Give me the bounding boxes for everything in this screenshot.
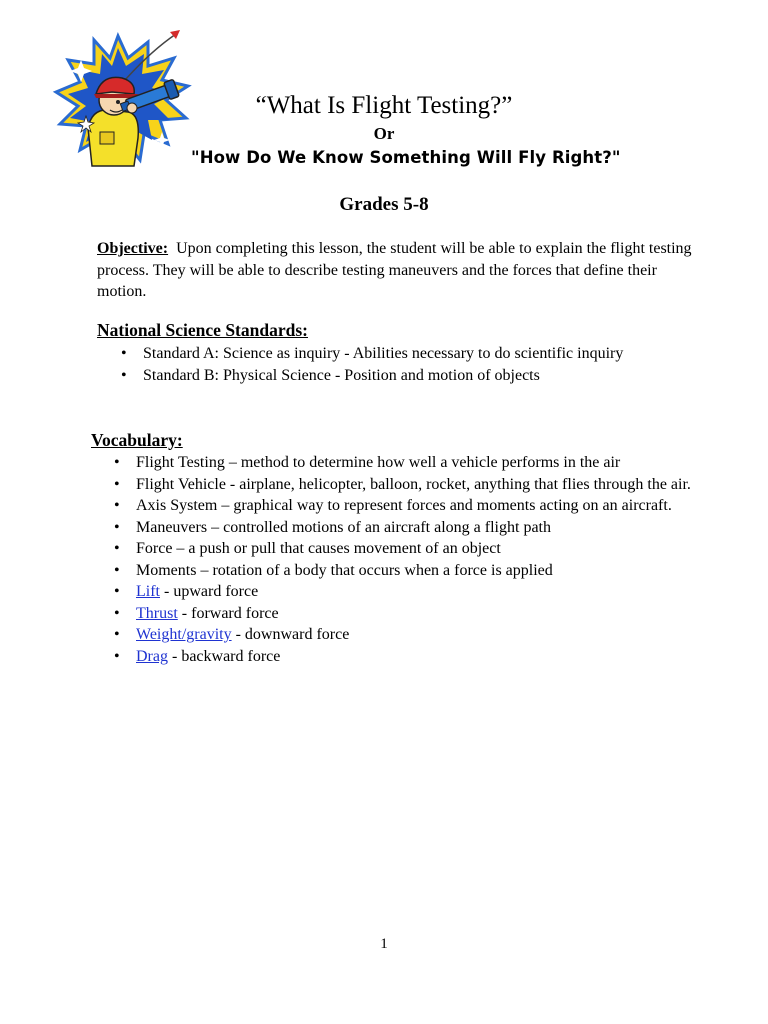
list-item <box>114 538 696 560</box>
bullet-icon: • <box>114 454 120 471</box>
list-item <box>121 343 663 365</box>
standard-text: Standard B: Physical Science - Position and motion of objects <box>143 366 540 384</box>
page-title: “What Is Flight Testing?” <box>255 92 513 119</box>
vocab-text: Moments – rotation of a body that occurs when a force is applied <box>136 561 553 579</box>
page-number: 1 <box>380 936 388 952</box>
lift-link[interactable]: Lift <box>136 583 160 600</box>
list-item <box>114 581 696 603</box>
bullet-icon: • <box>114 583 120 600</box>
grade-level: Grades 5-8 <box>339 194 429 215</box>
standards-list <box>121 343 663 386</box>
list-item <box>114 560 696 582</box>
list-item <box>114 624 696 646</box>
objective-paragraph <box>97 238 697 303</box>
bullet-icon: • <box>121 366 127 384</box>
objective-text: Upon completing this lesson, the student will be able to explain the flight testing process. They will be able to describe testing maneuvers and the forces that define their motion. <box>97 240 692 300</box>
vocab-text: Maneuvers – controlled motions of an aircraft along a flight path <box>136 518 551 536</box>
or-separator: Or <box>373 124 395 143</box>
list-item <box>114 603 696 625</box>
thrust-definition: - forward force <box>177 604 279 622</box>
bullet-icon: • <box>114 475 120 493</box>
list-item <box>114 452 696 474</box>
list-item <box>114 474 696 496</box>
objective-label: Objective: <box>97 240 169 257</box>
bullet-icon: • <box>114 518 120 536</box>
list-item <box>114 517 696 539</box>
standards-heading: National Science Standards: <box>97 320 308 340</box>
bullet-icon: • <box>114 647 120 665</box>
drag-definition: - backward force <box>167 647 281 665</box>
bullet-icon: • <box>114 604 120 622</box>
vocab-text: Axis System – graphical way to represent forces and moments acting on an aircraft. <box>136 497 672 514</box>
page-subtitle: "How Do We Know Something Will Fly Right?" <box>191 148 621 167</box>
bullet-icon: • <box>114 497 120 514</box>
list-item <box>121 365 663 387</box>
weight-gravity-link[interactable]: Weight/gravity <box>136 626 232 643</box>
lift-definition: - upward force <box>160 583 259 600</box>
list-item <box>114 646 696 668</box>
list-item <box>114 495 696 517</box>
bullet-icon: • <box>114 561 120 579</box>
weight-gravity-definition: - downward force <box>231 626 350 643</box>
vocab-text: Flight Testing – method to determine how well a vehicle performs in the air <box>136 454 621 471</box>
vocabulary-heading: Vocabulary: <box>91 430 183 450</box>
drag-link[interactable]: Drag <box>136 647 168 665</box>
vocabulary-list <box>114 452 696 667</box>
bullet-icon: • <box>114 540 120 557</box>
standard-text: Standard A: Science as inquiry - Abilities necessary to do scientific inquiry <box>143 345 624 362</box>
vocab-text: Flight Vehicle - airplane, helicopter, balloon, rocket, anything that flies through the air. <box>136 475 691 493</box>
bullet-icon: • <box>114 626 120 643</box>
vocab-text: Force – a push or pull that causes movement of an object <box>136 540 501 557</box>
thrust-link[interactable]: Thrust <box>136 604 178 622</box>
bullet-icon: • <box>121 345 127 362</box>
